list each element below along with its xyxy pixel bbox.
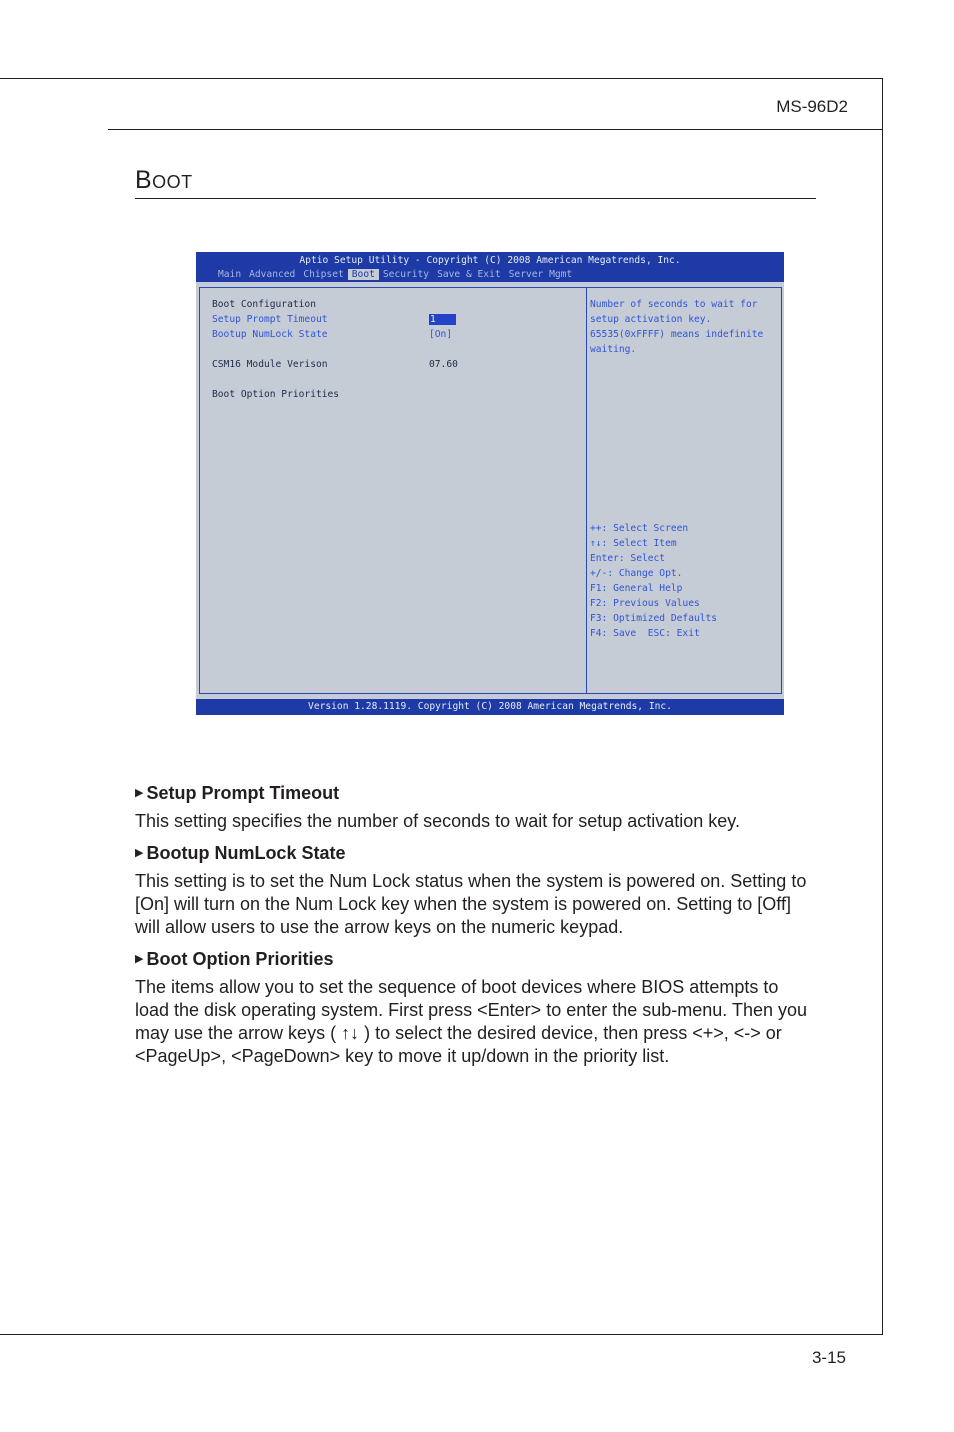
bios-key-legend: ++: Select Screen ↑↓: Select Item Enter: Select +/-: Change Opt. F1: General Help F2: Previous Values F3: Optimized Defaults F4: Save ESC: Exit <box>590 523 718 639</box>
model-number: MS-96D2 <box>776 97 848 116</box>
bios-boot-configuration: Boot Configuration <box>212 299 316 310</box>
bios-tab-boot[interactable]: Boot <box>348 269 379 280</box>
item-boot-option-priorities-heading <box>135 949 333 970</box>
page-number: 3-15 <box>811 1348 846 1367</box>
bios-title: Aptio Setup Utility - Copyright (C) 2008 American Megatrends, Inc. <box>299 255 681 266</box>
item-title: Bootup NumLock State <box>146 843 346 863</box>
bios-menu-bar <box>214 269 576 280</box>
bios-boot-option-priorities[interactable]: Boot Option Priorities <box>212 389 340 400</box>
bios-tab-security[interactable]: Security <box>382 269 430 280</box>
bios-tab-server-mgmt[interactable]: Server Mgmt <box>508 269 573 280</box>
right-margin-rule <box>882 78 883 1335</box>
section-title-rule <box>135 198 816 199</box>
item-boot-option-priorities-text: The items allow you to set the sequence of boot devices where BIOS attempts to load the disk operating system. First press <Enter> to enter the sub-menu. Then you may use the arrow keys ( ↑↓ ) to select the desired device, then press <+>, <-> or <PageUp>, <PageDown> key to move it up/down in the priority list. <box>135 977 808 1066</box>
bios-numlock-value[interactable]: [On] <box>429 329 453 340</box>
item-title: Setup Prompt Timeout <box>146 783 340 803</box>
bios-tab-advanced[interactable]: Advanced <box>249 269 296 280</box>
item-bootup-numlock-heading <box>135 843 345 864</box>
triangle-bullet-icon: ▶ <box>135 953 144 965</box>
header-rule-top <box>0 78 883 79</box>
header-rule-bottom <box>108 129 883 130</box>
bios-csm-value: 07.60 <box>429 359 458 370</box>
bios-setup-prompt-timeout-value[interactable]: 1 <box>429 314 456 325</box>
bios-version: Version 1.28.1119. Copyright (C) 2008 American Megatrends, Inc. <box>308 701 672 712</box>
bios-screenshot <box>196 252 784 715</box>
item-setup-prompt-timeout-text: This setting specifies the number of seconds to wait for setup activation key. <box>135 811 740 831</box>
triangle-bullet-icon: ▶ <box>135 847 144 859</box>
bios-csm-label: CSM16 Module Verison <box>212 359 328 370</box>
section-title: Boot <box>135 166 193 194</box>
bios-tab-save-exit[interactable]: Save & Exit <box>437 269 501 280</box>
bios-tab-main[interactable]: Main <box>218 269 242 280</box>
footer-rule <box>0 1334 883 1335</box>
triangle-bullet-icon: ▶ <box>135 787 144 799</box>
bios-numlock-label[interactable]: Bootup NumLock State <box>212 329 328 340</box>
item-bootup-numlock-text: This setting is to set the Num Lock status when the system is powered on. Setting to [On] will turn on the Num Lock key when the system is powered on. Setting to [Off] will allow users to use the arrow keys on the numeric keypad. <box>135 871 807 937</box>
item-title: Boot Option Priorities <box>146 949 334 969</box>
bios-help-text: Number of seconds to wait for setup activation key. 65535(0xFFFF) means indefinite waiting. <box>590 299 764 355</box>
bios-setup-prompt-timeout-label[interactable]: Setup Prompt Timeout <box>212 314 328 325</box>
bios-tab-chipset[interactable]: Chipset <box>303 269 344 280</box>
item-setup-prompt-timeout-heading <box>135 783 339 804</box>
bios-panel-divider <box>586 287 587 694</box>
